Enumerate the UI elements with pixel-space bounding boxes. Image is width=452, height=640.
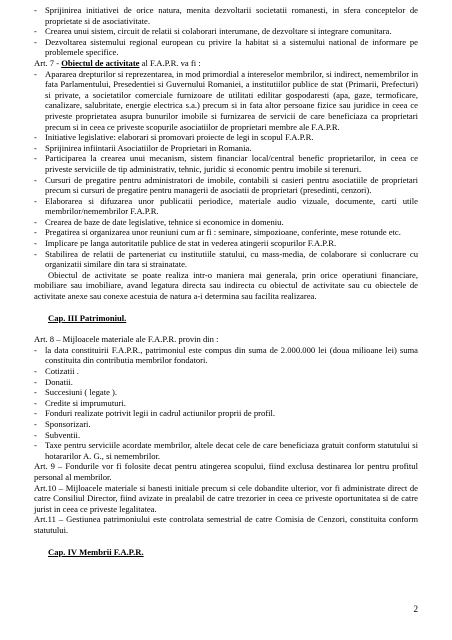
spacer <box>34 323 418 334</box>
art7-closing-paragraph: Obiectul de activitate se poate realiza intr-o maniera mai generala, prin orice operatiuni financiare, mobiliare sau imobiliare, avand legatura directa sau indirecta cu obiectul de activitate sau cu obiectele de activitate anexe sau conexe acestuia de natura a-i determina sau facilita realizarea. <box>34 269 418 302</box>
chapter-3-heading-wrap <box>34 313 418 324</box>
art8-bullet-donations: - Donatii. <box>34 377 418 388</box>
art8-bullet-contributions: - Cotizatii . <box>34 366 418 377</box>
art9-paragraph: Art. 9 – Fondurile vor fi folosite decat pentru atingerea scopului, fiind exclusa destinarea lor pentru profitul personal al membrilor. <box>34 461 418 482</box>
art8-bullet-initial-patrimony: - la data constituirii F.A.P.R., patrimoniul este compus din suma de 2.000.000 lei (doua milioane lei) suma constituita din contributia membrilor fondatori. <box>34 345 418 366</box>
art8-intro: Art. 8 – Mijloacele materiale ale F.A.P.R. provin din : <box>34 334 219 345</box>
bullet-initiative-support: - Sprijinirea initiativei de orice natura, menita dezvoltarii societatii romanesti, in sfera conceptelor de proprietate si de asociativitate. <box>34 5 418 26</box>
art8-bullet-credits: - Credite si imprumuturi. <box>34 398 418 409</box>
art7-bullet-meetings: - Pregatirea si organizarea unor reuniuni cum ar fi : seminare, simpozioane, conferinte, mese rotunde etc. <box>34 227 418 238</box>
art7-bullet-databases: - Crearea de baze de date legislative, tehnice si economice in domeniu. <box>34 217 418 228</box>
art7-prefix: Art. 7 - <box>34 57 62 68</box>
art7-bullet-association-founding: - Sprijinirea infiintarii Asociatiilor de Proprietari in Romania. <box>34 143 418 154</box>
art8-bullet-successions: - Succesiuni ( legate ). <box>34 387 418 398</box>
spacer <box>34 302 418 313</box>
art7-suffix: al F.A.P.R. va fi : <box>139 57 201 68</box>
page-number: 2 <box>413 604 418 614</box>
art7-title: Obiectul de activitate <box>61 57 140 68</box>
art7-bullet-legislative: - Initiative legislative: elaborari si promovari proiecte de legi in scopul F.A.P.R. <box>34 132 418 143</box>
chapter-4-heading: Cap. IV Membrii F.A.P.R. <box>48 546 144 557</box>
art7-bullet-financial-mechanism: - Participarea la crearea unui mecanism, sistem financiar local/central benefic proprietarilor, in ceea ce priveste serviciile de tip administrativ, tehnic, juridic si economic pentru imobile si terenuri. <box>34 153 418 174</box>
art7-bullet-partnerships: - Stabilirea de relatii de parteneriat cu institutiile statului, cu mass-media, de colaborare si conlucrare cu organizatii similare din tara si strainatate. <box>34 249 418 270</box>
art7-bullet-publications: - Elaborarea si difuzarea unor publicatii periodice, materiale audio vizuale, documente, carti utile membrilor/nemembrilor F.A.P.R. <box>34 196 418 217</box>
art7-bullet-public-authorities: - Implicare pe langa autoritatile publice de stat in vederea atingerii scopurilor F.A.P.R. <box>34 238 418 249</box>
art7-heading <box>34 58 418 69</box>
spacer <box>34 536 418 547</box>
chapter-3-heading: Cap. III Patrimoniul. <box>48 312 127 323</box>
art8-bullet-sponsorships: - Sponsorizari. <box>34 419 418 430</box>
art8-bullet-subsidies: - Subventii. <box>34 430 418 441</box>
art7-bullet-training-courses: - Cursuri de pregatire pentru administratori de imobile, contabili si casieri pentru asociatiile de proprietari precum si cursuri de pregatire pentru managerii de asociatii de proprietari (presedinti, cenzori). <box>34 175 418 196</box>
page-content <box>34 5 418 557</box>
art10-paragraph: Art.10 – Mijloacele materiale si banesti initiale precum si cele dobandite ulterior, vor fi administrate direct de catre Consiliul Director, fiind avizate in prealabil de catre trezorier in ceea ce priveste oportunitatea si de catre jurist in ceea ce priveste legalitatea. <box>34 482 418 514</box>
bullet-relations-circuit: - Crearea unui sistem, circuit de relatii si colaborari interumane, de dezvoltare si integrare comunitara. <box>34 26 418 37</box>
chapter-4-heading-wrap <box>34 547 418 558</box>
art7-bullet-rights-defense: - Apararea drepturilor si reprezentarea, in mod primordial a intereselor membrilor, si indirect, nemembrilor in fata Parlamentului, Presedentiei si Guvernului Romaniei, a institutiilor publice de stat (Primarii, Prefecturi) si private, a societatilor comerciale furnizoare de utilitati edilitar gospodaresti (apa, gaze, termoficare, canalizare, salubritate, energie electrica s.a.) precum si in fata altor persoane fizice sau juridice in ceea ce priveste proprietatea asupra bunurilor imobile si furnizarea de servicii de care beneficiaza ca proprietari precum si in ceea ce priveste scopurile asociatiilor de proprietari membre ale F.A.P.R. <box>34 69 418 133</box>
art11-paragraph: Art.11 – Gestiunea patrimoniului este controlata semestrial de catre Comisia de Cenzori, constituita conform statutului. <box>34 514 418 535</box>
bullet-regional-system: - Dezvoltarea sistemului regional european cu privire la habitat si a sistemului national de informare pe problemele specifice. <box>34 37 418 58</box>
art8-bullet-funds: - Fonduri realizate potrivit legii in cadrul actiunilor proprii de profil. <box>34 408 418 419</box>
art8-bullet-service-fees: - Taxe pentru serviciile acordate membrilor, altele decat cele de care beneficiaza gratuit conform statutului si hotararilor A. G., si nemembrilor. <box>34 440 418 461</box>
